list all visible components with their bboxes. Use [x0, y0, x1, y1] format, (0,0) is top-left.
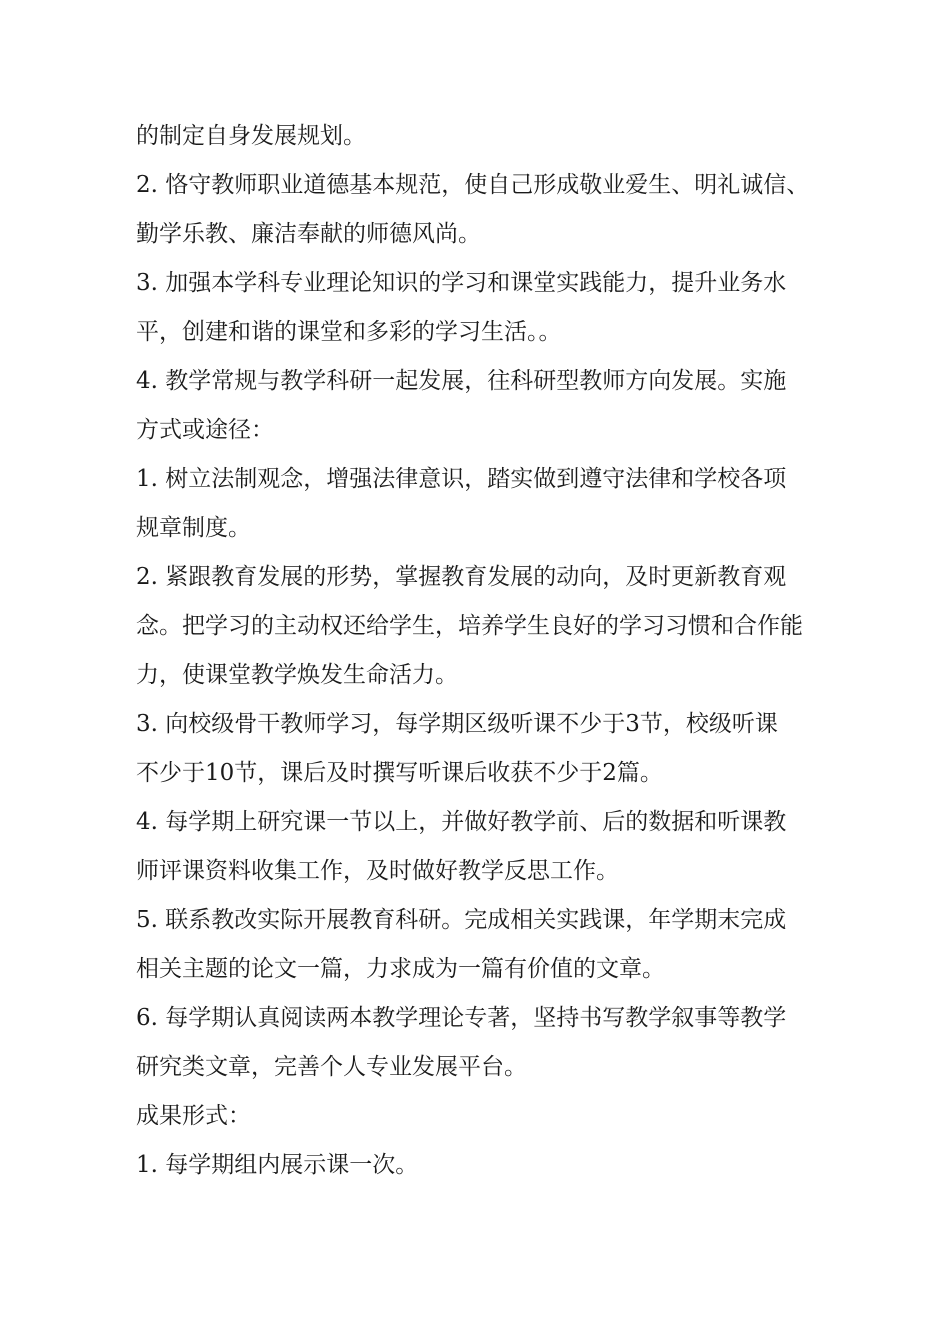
- text-line: 1. 每学期组内展示课一次。: [136, 1152, 419, 1178]
- text-line: 3. 加强本学科专业理论知识的学习和课堂实践能力，提升业务水: [136, 270, 787, 296]
- text-line: 不少于10节，课后及时撰写听课后收获不少于2篇。: [136, 760, 663, 786]
- text-line: 相关主题的论文一篇，力求成为一篇有价值的文章。: [136, 956, 665, 982]
- text-line: 6. 每学期认真阅读两本教学理论专著，坚持书写教学叙事等教学: [136, 1005, 787, 1031]
- text-line: 3. 向校级骨干教师学习，每学期区级听课不少于3节，校级听课: [136, 711, 778, 737]
- text-line: 4. 每学期上研究课一节以上，并做好教学前、后的数据和听课教: [136, 809, 787, 835]
- text-line: 1. 树立法制观念，增强法律意识，踏实做到遵守法律和学校各项: [136, 466, 787, 492]
- text-line: 成果形式：: [136, 1103, 251, 1129]
- text-line: 研究类文章，完善个人专业发展平台。: [136, 1054, 527, 1080]
- text-line: 力，使课堂教学焕发生命活力。: [136, 662, 458, 688]
- text-line: 念。把学习的主动权还给学生，培养学生良好的学习习惯和合作能: [136, 613, 803, 639]
- text-line: 勤学乐教、廉洁奉献的师德风尚。: [136, 221, 481, 247]
- text-line: 4. 教学常规与教学科研一起发展，往科研型教师方向发展。实施: [136, 368, 787, 394]
- text-line: 5. 联系教改实际开展教育科研。完成相关实践课，年学期末完成: [136, 907, 787, 933]
- text-line: 师评课资料收集工作，及时做好教学反思工作。: [136, 858, 619, 884]
- text-line: 2. 恪守教师职业道德基本规范，使自己形成敬业爱生、明礼诚信、: [136, 172, 810, 198]
- text-line: 的制定自身发展规划。: [136, 123, 366, 149]
- text-line: 规章制度。: [136, 515, 251, 541]
- text-line: 平，创建和谐的课堂和多彩的学习生活。。: [136, 319, 562, 345]
- text-line: 2. 紧跟教育发展的形势，掌握教育发展的动向，及时更新教育观: [136, 564, 787, 590]
- document-body: [136, 112, 826, 1190]
- text-line: 方式或途径：: [136, 417, 274, 443]
